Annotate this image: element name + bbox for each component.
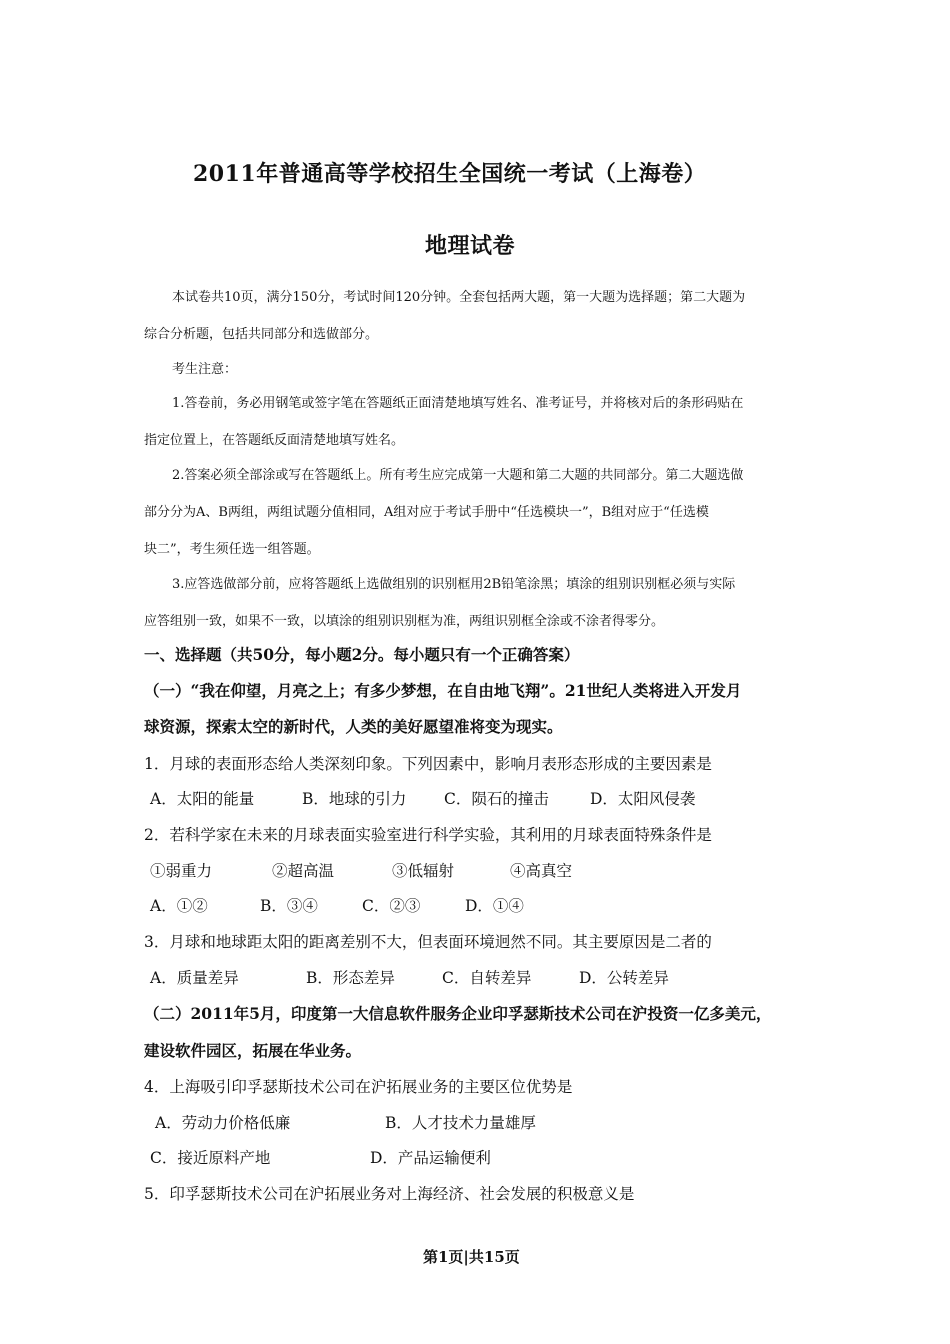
answer-options [150, 787, 695, 809]
page-footer: 第1页|共15页 [423, 1248, 520, 1266]
option-d: D．公转差异 [579, 969, 669, 987]
page-title: 2011年普通高等学校招生全国统一考试（上海卷） [193, 161, 707, 187]
notice-item: 1.答卷前，务必用钢笔或签字笔在答题纸正面清楚地填写姓名、准考证号，并将核对后的条形码贴在 [172, 396, 744, 411]
condition-item: ④高真空 [510, 862, 573, 880]
answer-options [150, 966, 669, 988]
group-intro: 球资源，探索太空的新时代，人类的美好愿望准将变为现实。 [144, 717, 563, 736]
notice-item: 2.答案必须全部涂或写在答题纸上。所有考生应完成第一大题和第二大题的共同部分。第二大题选做 [172, 468, 744, 483]
option-b: B．地球的引力 [302, 790, 407, 808]
notice-item: 部分分为A、B两组，两组试题分值相同，A组对应于考试手册中“任选模块一”，B组对应于“任选模 [144, 505, 709, 520]
group-intro: （一）“我在仰望，月亮之上；有多少梦想，在自由地飞翔”。21世纪人类将进入开发月 [144, 681, 742, 700]
notice-item: 应答组别一致，如果不一致，以填涂的组别识别框为准，两组识别框全涂或不涂者得零分。 [144, 614, 665, 629]
question-stem: 1．月球的表面形态给人类深刻印象。下列因素中，影响月表形态形成的主要因素是 [144, 755, 712, 773]
question-stem: 5．印孚瑟斯技术公司在沪拓展业务对上海经济、社会发展的积极意义是 [144, 1185, 635, 1203]
notice-label: 考生注意： [172, 362, 238, 377]
condition-item: ③低辐射 [392, 862, 455, 880]
option-d: D．①④ [465, 897, 524, 915]
group-intro: 建设软件园区，拓展在华业务。 [144, 1041, 362, 1060]
section-heading: 一、选择题（共50分，每小题2分。每小题只有一个正确答案） [144, 645, 580, 664]
option-d: D．太阳风侵袭 [590, 790, 696, 808]
option-c: C．陨石的撞击 [444, 790, 549, 808]
notice-item: 块二”，考生须任选一组答题。 [144, 542, 320, 557]
notice-item: 指定位置上，在答题纸反面清楚地填写姓名。 [144, 433, 405, 448]
page-subtitle: 地理试卷 [425, 233, 516, 259]
intro-line: 本试卷共10页，满分150分，考试时间120分钟。全套包括两大题，第一大题为选择题；第二大题为 [172, 290, 746, 305]
option-c: C．自转差异 [442, 969, 532, 987]
answer-options [150, 894, 524, 916]
option-a: A．劳动力价格低廉 [155, 1114, 291, 1132]
intro-line: 综合分析题，包括共同部分和选做部分。 [144, 327, 379, 342]
condition-list [150, 859, 572, 881]
question-stem: 4．上海吸引印孚瑟斯技术公司在沪拓展业务的主要区位优势是 [144, 1078, 573, 1096]
option-b: B．形态差异 [306, 969, 395, 987]
option-a: A．质量差异 [150, 969, 239, 987]
option-c: C．②③ [362, 897, 421, 915]
group-intro: （二）2011年5月，印度第一大信息软件服务企业印孚瑟斯技术公司在沪投资一亿多美元， [144, 1004, 772, 1023]
condition-item: ①弱重力 [150, 862, 213, 880]
question-stem: 3．月球和地球距太阳的距离差别不大，但表面环境迥然不同。其主要原因是二者的 [144, 933, 712, 951]
answer-options [155, 1111, 536, 1133]
notice-item: 3.应答选做部分前，应将答题纸上选做组别的识别框用2B铅笔涂黑；填涂的组别识别框必须与实际 [172, 577, 736, 592]
option-b: B．③④ [260, 897, 318, 915]
option-a: A．太阳的能量 [150, 790, 255, 808]
option-c: C．接近原料产地 [150, 1149, 271, 1167]
answer-options [150, 1146, 491, 1168]
condition-item: ②超高温 [272, 862, 335, 880]
option-b: B．人才技术力量雄厚 [385, 1114, 536, 1132]
question-stem: 2．若科学家在未来的月球表面实验室进行科学实验，其利用的月球表面特殊条件是 [144, 826, 712, 844]
option-d: D．产品运输便利 [370, 1149, 491, 1167]
option-a: A．①② [150, 897, 208, 915]
